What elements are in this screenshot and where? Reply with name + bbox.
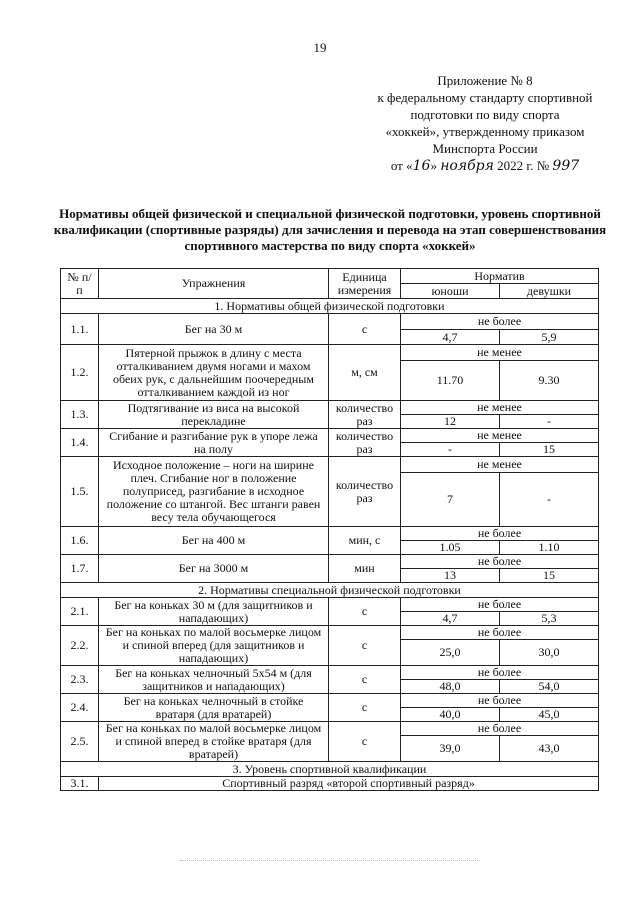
row-exercise: Сгибание и разгибание рук в упоре лежа на полу [99, 429, 329, 457]
row-condition: не более [401, 694, 599, 708]
row-girls: 15 [500, 569, 599, 583]
section-row [61, 583, 599, 598]
row-boys: 4,7 [401, 612, 500, 626]
row-boys: 1.05 [401, 541, 500, 555]
row-boys: 40,0 [401, 708, 500, 722]
row-unit: количество раз [329, 401, 401, 429]
row-unit: с [329, 722, 401, 762]
row-condition: не более [401, 626, 599, 640]
row-unit: с [329, 314, 401, 345]
header-num: № п/п [61, 269, 99, 299]
header-exercise: Упражнения [99, 269, 329, 299]
appendix-line-5: Минспорта России [432, 141, 538, 156]
row-num: 1.1. [61, 314, 99, 345]
table-row [61, 314, 599, 330]
row-unit: с [329, 694, 401, 722]
row-girls: 5,9 [500, 330, 599, 345]
row-condition: не более [401, 314, 599, 330]
order-number: 997 [552, 158, 580, 174]
bottom-rule [180, 860, 480, 861]
row-num: 2.2. [61, 626, 99, 666]
section-title: 3. Уровень спортивной квалификации [61, 762, 599, 777]
row-num: 1.6. [61, 527, 99, 555]
row-num: 1.3. [61, 401, 99, 429]
date-mid: » [430, 158, 437, 173]
appendix-line-3: подготовки по виду спорта [410, 107, 560, 122]
row-boys: 25,0 [401, 640, 500, 666]
row-num: 2.4. [61, 694, 99, 722]
table-row [61, 777, 599, 791]
date-month: ноября [440, 158, 494, 174]
table-row [61, 598, 599, 612]
section-title: 2. Нормативы специальной физической подготовки [61, 583, 599, 598]
row-condition: не менее [401, 429, 599, 443]
row-exercise: Подтягивание из виса на высокой перекладине [99, 401, 329, 429]
row-unit: с [329, 598, 401, 626]
row-girls: - [500, 415, 599, 429]
row-num: 1.4. [61, 429, 99, 457]
row-unit: с [329, 626, 401, 666]
table-row [61, 555, 599, 569]
row-num: 2.3. [61, 666, 99, 694]
row-boys: 39,0 [401, 736, 500, 762]
row-num: 1.2. [61, 345, 99, 401]
row-exercise: Бег на 30 м [99, 314, 329, 345]
row-num: 2.5. [61, 722, 99, 762]
row-exercise: Бег на коньках 30 м (для защитников и нападающих) [99, 598, 329, 626]
row-condition: не менее [401, 401, 599, 415]
row-condition: не более [401, 555, 599, 569]
row-condition: не менее [401, 345, 599, 361]
row-boys: - [401, 443, 500, 457]
row-girls: 1.10 [500, 541, 599, 555]
row-exercise: Бег на коньках челночный в стойке вратаря (для вратарей) [99, 694, 329, 722]
row-girls: 5,3 [500, 612, 599, 626]
row-girls: - [500, 473, 599, 527]
row-girls: 43,0 [500, 736, 599, 762]
row-boys: 13 [401, 569, 500, 583]
appendix-line-2: к федеральному стандарту спортивной [377, 90, 593, 105]
row-unit: мин, с [329, 527, 401, 555]
row-exercise: Бег на коньках челночный 5x54 м (для защитников и нападающих) [99, 666, 329, 694]
row-boys: 12 [401, 415, 500, 429]
row-num: 3.1. [61, 777, 99, 791]
row-exercise: Пятерной прыжок в длину с места отталкиванием двумя ногами и махом обеих рук, с дальнейшим поочередным отталкиванием каждой из ног [99, 345, 329, 401]
row-unit: с [329, 666, 401, 694]
row-unit: количество раз [329, 457, 401, 527]
appendix-date-line [340, 157, 630, 175]
row-unit: м, см [329, 345, 401, 401]
header-boys: юноши [401, 284, 500, 299]
row-num: 1.7. [61, 555, 99, 583]
date-prefix: от « [390, 158, 413, 173]
table-row [61, 401, 599, 415]
norms-table [60, 268, 599, 791]
appendix-line-4: «хоккей», утвержденному приказом [385, 124, 585, 139]
header-unit: Единица измерения [329, 269, 401, 299]
appendix-block [340, 72, 630, 175]
table-row [61, 527, 599, 541]
row-exercise: Исходное положение – ноги на ширине плеч. Сгибание ног в положение полуприсед, разгибание в исходное положение со штангой. Вес штанги равен весу тела обучающегося [99, 457, 329, 527]
table-row [61, 722, 599, 736]
section-row [61, 299, 599, 314]
row-girls: 45,0 [500, 708, 599, 722]
row-exercise: Бег на 3000 м [99, 555, 329, 583]
row-girls: 15 [500, 443, 599, 457]
date-day: 16 [412, 158, 431, 174]
row-num: 1.5. [61, 457, 99, 527]
table-row [61, 666, 599, 680]
header-girls: девушки [500, 284, 599, 299]
row-exercise: Бег на коньках по малой восьмерке лицом и спиной вперед (для защитников и нападающих) [99, 626, 329, 666]
date-year: 2022 г. № [497, 158, 550, 173]
section-row [61, 762, 599, 777]
document-title: Нормативы общей физической и специальной физической подготовки, уровень спортивной квалификации (спортивные разряды) для зачисления и перевода на этап совершенствования спортивного мастерства по виду спорта «хоккей» [53, 206, 607, 253]
row-condition: не более [401, 666, 599, 680]
header-norm: Норматив [401, 269, 599, 284]
row-condition: не более [401, 722, 599, 736]
table-header-row [61, 269, 599, 284]
page-number: 19 [313, 40, 327, 55]
row-boys: 48,0 [401, 680, 500, 694]
row-unit: мин [329, 555, 401, 583]
section-title: 1. Нормативы общей физической подготовки [61, 299, 599, 314]
table-row [61, 626, 599, 640]
table-row [61, 345, 599, 361]
row-girls: 54,0 [500, 680, 599, 694]
row-girls: 30,0 [500, 640, 599, 666]
table-row [61, 457, 599, 473]
appendix-line-1: Приложение № 8 [437, 73, 533, 88]
row-exercise: Бег на коньках по малой восьмерке лицом и спиной вперед в стойке вратаря (для вратарей) [99, 722, 329, 762]
row-condition: не более [401, 598, 599, 612]
row-condition: не более [401, 527, 599, 541]
row-unit: количество раз [329, 429, 401, 457]
row-boys: 7 [401, 473, 500, 527]
table-row [61, 694, 599, 708]
row-boys: 4,7 [401, 330, 500, 345]
row-condition: не менее [401, 457, 599, 473]
row-girls: 9.30 [500, 361, 599, 401]
row-exercise: Спортивный разряд «второй спортивный разряд» [99, 777, 599, 791]
row-exercise: Бег на 400 м [99, 527, 329, 555]
table-row [61, 429, 599, 443]
row-num: 2.1. [61, 598, 99, 626]
row-boys: 11.70 [401, 361, 500, 401]
